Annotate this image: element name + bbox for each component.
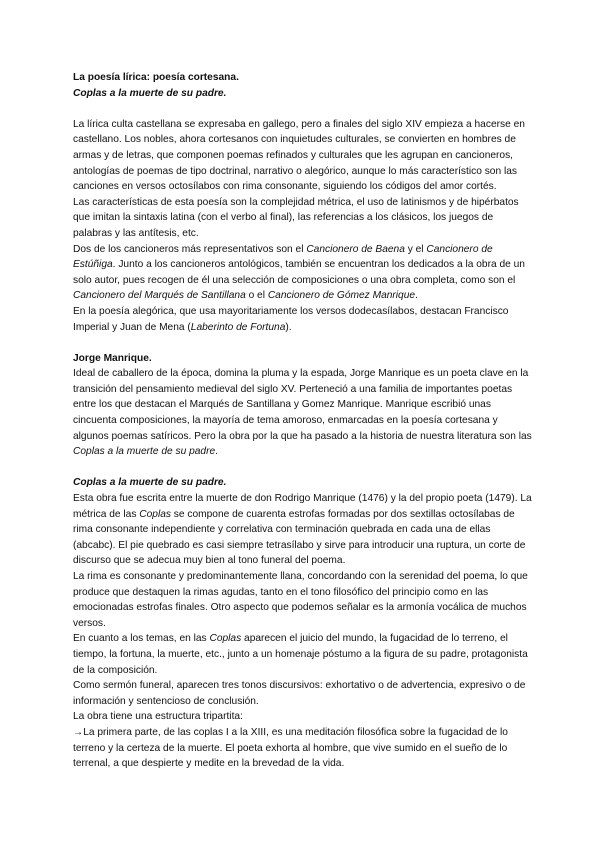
coplas-paragraph-4: Como sermón funeral, aparecen tres tonos discursivos: exhortativo o de advertencia, expresivo o de información y sentencioso de conclusión. [73, 680, 526, 707]
manrique-paragraph-1: Ideal de caballero de la época, domina la pluma y la espada, Jorge Manrique es un poeta clave en la transición del pensamiento medieval del siglo XV. Perteneció a una familia de importantes poetas entre los que destacan el Marqués de Santillana y Gomez Manrique. Manrique escribió unas cincuenta composiciones, la mayoría de tema amoroso, enmarcadas en la poesía cortesana y algunos poemas satíricos. Pero la obra por la que ha pasado a la historia de nuestra literatura son las Coplas a la muerte de su padre. [73, 368, 532, 458]
intro-paragraph-4: En la poesía alegórica, que usa mayoritariamente los versos dodecasílabos, destacan Francisco Imperial y Juan de Mena (Laberinto de Fortuna). [73, 305, 509, 333]
page-title: La poesía lírica: poesía cortesana. [73, 72, 239, 83]
coplas-paragraph-5: La obra tiene una estructura tripartita: [73, 711, 243, 723]
section-heading-manrique: Jorge Manrique. [73, 352, 152, 364]
coplas-paragraph-6: →La primera parte, de las coplas I a la XIII, es una meditación filosófica sobre la fugacidad de lo terreno y la certeza de la muerte. El poeta exhorta al hombre, que vive sumido en el sueño de lo terrenal, a que despierte y medite en la brevedad de la vida. [73, 726, 508, 770]
title-cancionero-gomez-manrique: Cancionero de Gómez Manrique [267, 290, 416, 302]
document-content [73, 70, 533, 772]
coplas-paragraph-3: En cuanto a los temas, en las Coplas aparecen el juicio del mundo, la fugacidad de lo terreno, el tiempo, la fortuna, la muerte, etc., junto a un homenaje póstumo a la figura de su padre, protagonista de la composición. [73, 633, 528, 676]
title-coplas: Coplas a la muerte de su padre [73, 446, 216, 458]
intro-paragraph-3: Dos de los cancioneros más representativos son el Cancionero de Baena y el Cancionero de Estúñiga. Junto a los cancioneros antológicos, también se encuentran los dedicados a la obra de un solo autor, pues recogen de él una selección de composiciones o una obra completa, como son el Cancionero del Marqués de Santillana o el Cancionero de Gómez Manrique. [73, 243, 525, 302]
intro-paragraph-1: La lírica culta castellana se expresaba en gallego, pero a finales del siglo XIV empieza a hacerse en castellano. Los nobles, ahora cortesanos con inquietudes culturales, se convierten en hombres de armas y de letras, que componen poemas refinados y culturales que les agrupan en cancioneros, antologías de poemas de tipo doctrinal, narrativo o alegórico, aunque lo más característico son las canciones en versos octosílabos con rima consonante, siguiendo los códigos del amor cortés. [73, 118, 525, 193]
section-heading-coplas: Coplas a la muerte de su padre. [73, 477, 227, 489]
title-cancionero-santillana: Cancionero del Marqués de Santillana [73, 290, 246, 302]
coplas-paragraph-2: La rima es consonante y predominantemente llana, concordando con la serenidad del poema, lo que produce que destaquen la rimas agudas, tanto en el tono filosófico del principio como en las emocionadas estrofas finales. Otro aspecto que podemos señalar es la armonía vocálica de muchos versos. [73, 571, 528, 629]
title-cancionero-estuniga: Cancionero de Estúñiga [73, 243, 493, 271]
title-laberinto-fortuna: Laberinto de Fortuna [190, 321, 286, 333]
title-cancionero-baena: Cancionero de Baena [306, 243, 405, 255]
page-subtitle: Coplas a la muerte de su padre. [73, 87, 227, 99]
coplas-paragraph-1: Esta obra fue escrita entre la muerte de don Rodrigo Manrique (1476) y la del propio poeta (1479). La métrica de las Coplas se compone de cuarenta estrofas formadas por dos sextillas octosílabas de rima consonante independiente y correlativa con terminación quebrada en cada una de ellas (abcabc). El pie quebrado es casi siempre tetrasílabo y sirve para introducir una ruptura, un corte de discurso que se adecua muy bien al tono funeral del poema. [73, 493, 532, 567]
intro-paragraph-2: Las características de esta poesía son la complejidad métrica, el uso de latinismos y de hipérbatos que imitan la sintaxis latina (con el verbo al final), las referencias a los clásicos, los juegos de palabras y las antítesis, etc. [73, 196, 519, 239]
